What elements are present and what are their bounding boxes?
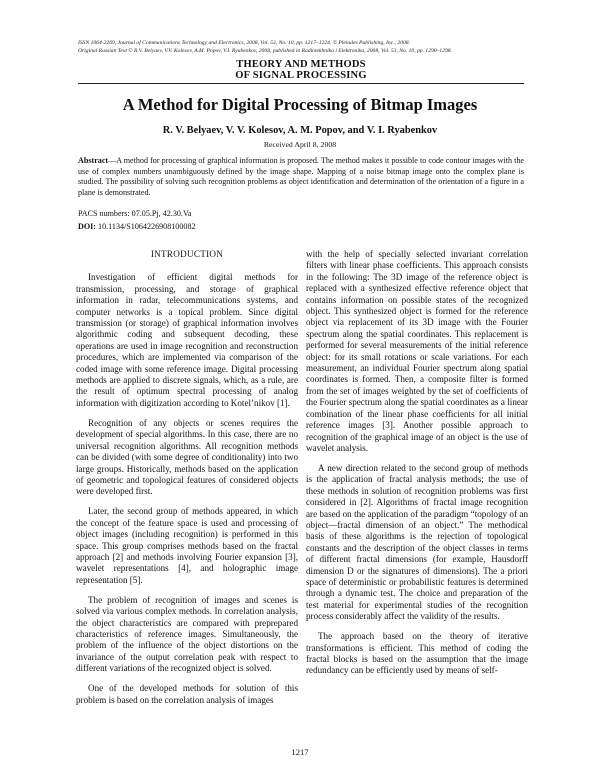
section-heading-line-1: THEORY AND METHODS (236, 59, 366, 70)
doi (78, 222, 524, 232)
paper-title: A Method for Digital Processing of Bitmap Images (122, 95, 478, 114)
journal-header-line-1: ISSN 1064-2269, Journal of Communications Technology and Electronics, 2008, Vol. 53, No. 10, pp. 1217–1224. © Pleiades Publishing, Inc., 2008. (78, 40, 410, 46)
abstract (78, 156, 524, 198)
page-number: 1217 (291, 747, 309, 757)
paragraph: The approach based on the theory of iterative transformations is efficient. This method of coding the fractal blocks is based on the assumption that the image redundancy can be efficiently used by means of self- (306, 631, 528, 676)
left-column (76, 249, 298, 715)
journal-header-line-2: Original Russian Text © R.V. Belyaev, V.V. Kolesov, A.M. Popov, V.I. Ryabenkov, 2008, published in Radiotekhnika i Elektronika, 2008, Vol. 53, No. 10, pp. 1290–1298. (78, 48, 452, 54)
received-date: Received April 8, 2008 (263, 140, 337, 149)
introduction-heading: INTRODUCTION (150, 249, 224, 259)
authors: R. V. Belyaev, V. V. Kolesov, A. M. Popov, and V. I. Ryabenkov (162, 125, 438, 136)
paragraph: Later, the second group of methods appeared, in which the concept of the feature space is used and processing of object images (including recognition) is performed in this space. This group comprises methods based on the fractal approach [2] and methods involving Fourier expansion [3], wavelet representations [4], and holographic image representation [5]. (76, 506, 298, 585)
section-heading-line-2: OF SIGNAL PROCESSING (235, 70, 367, 81)
section-heading (206, 59, 396, 81)
doi-label: DOI: (78, 222, 96, 231)
paragraph: Recognition of any objects or scenes requires the development of special algorithms. In this case, there are no universal recognition algorithms. All recognition methods can be divided (with some degree of conditionality) into two large groups. Historically, methods based on the application of geometric and topological features of considered objects were developed first. (76, 417, 298, 497)
section-rule (78, 83, 524, 84)
paragraph: A new direction related to the second group of methods is the application of fractal analysis methods; the use of these methods in solution of recognition problems was first considered in [2]. Algorithms of fractal image recognition are based on the application of the paradigm “topology of an object—fractal dimension of an object.” The methodical basis of these algorithms is the rejection of topological constants and the description of the object classes in terms of different fractal dimensions (for example, Hausdorff dimension D or the signatures of dimensions). The a priori space of deterministic or probabilistic features is determined through a dynamic test. The choice and preparation of the test material for experimental studies of the recognition process considerably affect the validity of the results. (306, 462, 528, 622)
pacs-numbers: PACS numbers: 07.05.Pj, 42.30.Va (78, 209, 192, 218)
paragraph: The problem of recognition of images and scenes is solved via various complex methods. In correlation analysis, the object characteristics are compared with preprepared characteristics of reference images. Simultaneously, the problem of the influence of the object distortions on the invariance of the output correlation peak with respect to different variations of the recognized object is solved. (76, 594, 298, 674)
paragraph: Investigation of efficient digital methods for transmission, processing, and storage of graphical information in radar, telecommunications systems, and computer networks is a topical problem. Since digital transmission (or storage) of graphical information involves algorithmic coding and subsequent decoding, these operations are used in image recognition and reconstruction procedures, which are implemented via comparison of the coded image with some reference image. Digital processing methods are applied to discrete signals, which, as a rule, are the result of optimum spectral processing of analog information with digitization according to Kotel’nikov [1]. (76, 272, 298, 408)
paragraph: One of the developed methods for solution of this problem is based on the correlation analysis of images (76, 683, 298, 705)
right-column (306, 249, 528, 685)
paragraph: with the help of specially selected invariant correlation filters with linear phase coefficients. This approach consists in the following: The 3D image of the reference object is replaced with a synthesized effective reference object that contains information on possible states of the recognized object. This synthesized object is formed for the reference object via replacement of its 3D image with the Fourier spectrum along the spatial coordinates. This replacement is performed for several measurements of the initial reference object: for its small rotations or scale variations. For each measurement, an individual Fourier spectrum along spatial coordinates is formed. Then, a composite filter is formed from the set of images weighted by the set of coefficients of the Fourier spectrum along the spatial coordinates as a linear combination of the linear phase coefficients for all initial reference images [3]. Another possible approach to recognition of the graphical image of an object is the use of wavelet analysis. (306, 249, 528, 453)
abstract-text: —A method for processing of graphical information is proposed. The method makes it possible to code contour images with the use of complex numbers unambiguously defined by the image shape. Mapping of a noise bitmap image onto the complex plane is studied. The possibility of solving such recognition problems as object identification and determination of the orientation of a figure in a plane is demonstrated. (78, 156, 524, 197)
doi-value[interactable]: 10.1134/S1064226908100082 (98, 222, 196, 231)
abstract-label: Abstract (78, 156, 109, 165)
